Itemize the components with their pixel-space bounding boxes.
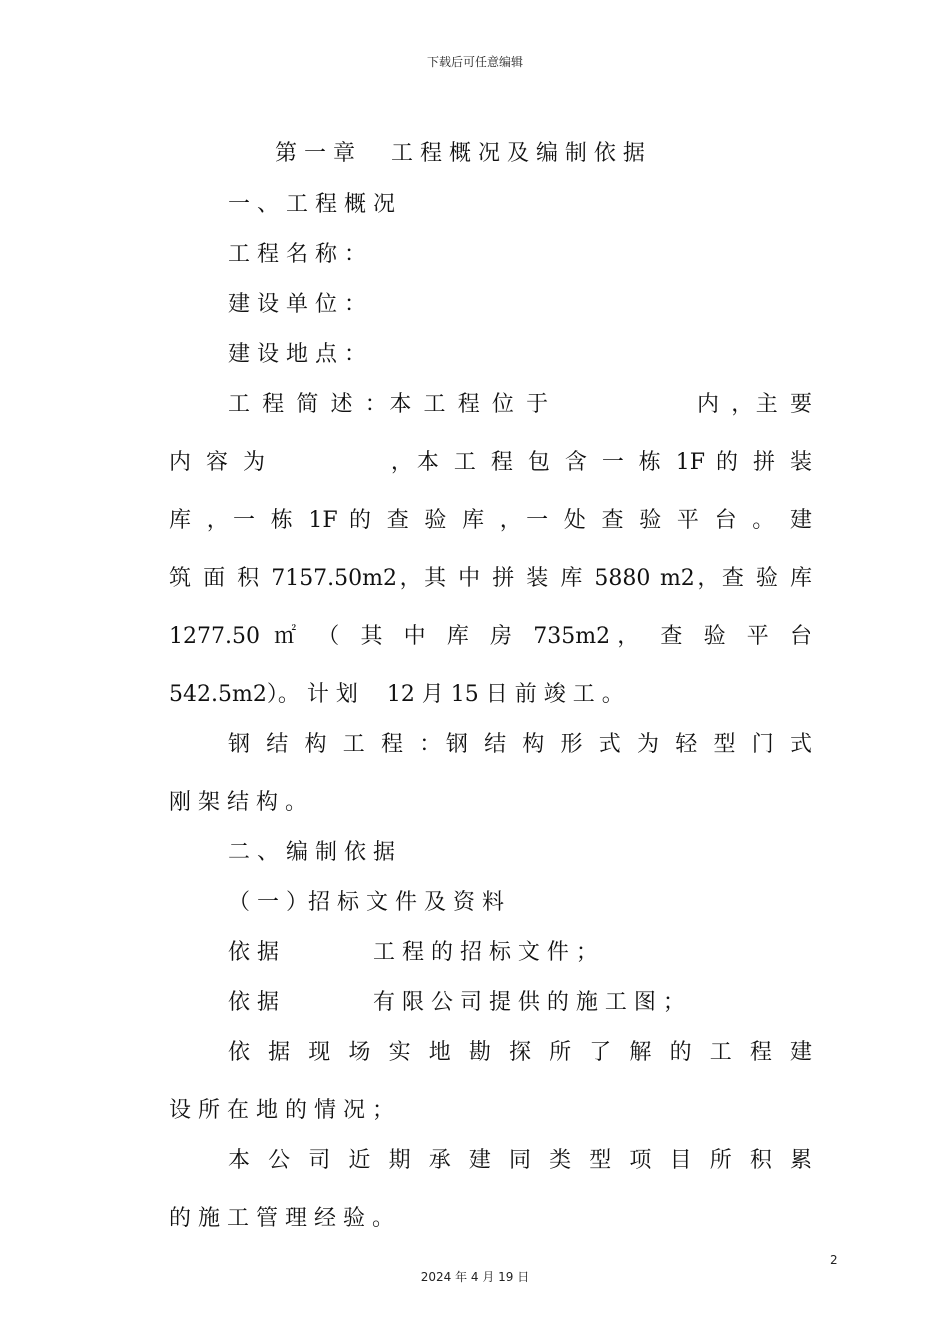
field-project-name: 工 程 名 称 ： (228, 242, 366, 267)
section-heading-basis: 二 、 编 制 依 据 (228, 840, 395, 865)
list-item: 依 据 工 程 的 招 标 文 件 ； (228, 940, 598, 965)
chapter-title: 第 一 章 工 程 概 况 及 编 制 依 据 (275, 141, 645, 166)
subsection-heading: （ 一 ）招 标 文 件 及 资 料 (228, 890, 504, 915)
page-header: 下载后可任意编辑 (426, 55, 523, 69)
field-construction-site: 建 设 地 点 ： (228, 342, 366, 367)
paragraph-line: 钢 结 构 工 程 ：钢 结 构 形 式 为 轻 型 门 式 (228, 732, 812, 757)
paragraph-line: 1277.50 ㎡ （ 其 中 库 房 735m2， 查 验 平 台 (169, 624, 812, 649)
list-item: 本 公 司 近 期 承 建 同 类 型 项 目 所 积 累 (228, 1148, 812, 1173)
paragraph-line: 设 所 在 地 的 情 况 ； (169, 1098, 394, 1123)
paragraph-line: 内 容 为 ，本 工 程 包 含 一 栋 1F 的 拼 装 (169, 450, 812, 475)
section-heading-overview: 一 、 工 程 概 况 (228, 192, 395, 217)
paragraph-line: 刚 架 结 构 。 (169, 790, 307, 815)
paragraph-line: 库 ，一 栋 1F 的 查 验 库 ，一 处 查 验 平 台 。 建 (169, 508, 812, 533)
paragraph-line: 工 程 简 述 ：本 工 程 位 于 内 ，主 要 (228, 392, 812, 417)
paragraph-line: 筑 面 积 7157.50m2，其 中 拼 装 库 5880 m2，查 验 库 (169, 566, 812, 591)
list-item: 依 据 现 场 实 地 勘 探 所 了 解 的 工 程 建 (228, 1040, 812, 1065)
field-construction-unit: 建 设 单 位 ： (228, 292, 366, 317)
paragraph-line: 542.5m2）。 计 划 12 月 15 日 前 竣 工 。 (169, 682, 624, 707)
paragraph-line: 的 施 工 管 理 经 验 。 (169, 1206, 394, 1231)
list-item: 依 据 有 限 公 司 提 供 的 施 工 图 ； (228, 990, 685, 1015)
page-number: 2 (830, 1253, 838, 1267)
footer-date: 2024 年 4 月 19 日 (420, 1270, 530, 1284)
